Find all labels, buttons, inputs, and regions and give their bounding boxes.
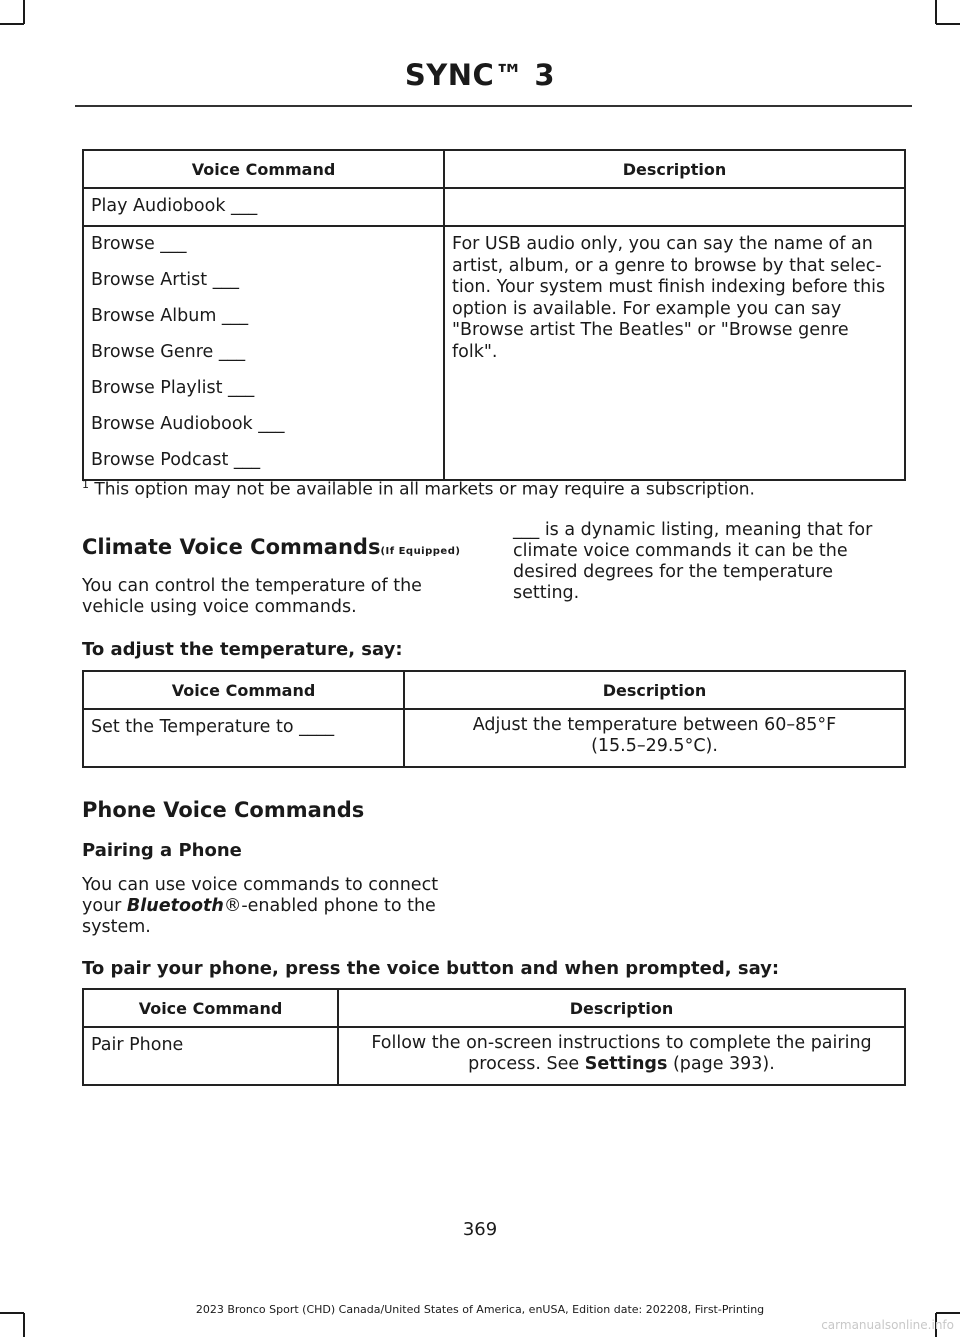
description-line: folk". bbox=[452, 341, 498, 362]
pairing-subheading: Pairing a Phone bbox=[82, 840, 242, 861]
voice-command-text: Browse ___ bbox=[91, 234, 187, 254]
voice-command-table-phone bbox=[82, 988, 906, 1086]
phone-section-heading: Phone Voice Commands bbox=[82, 798, 365, 822]
description-line: "Browse artist The Beatles" or "Browse genre bbox=[452, 320, 849, 340]
paragraph-line: climate voice commands it can be the bbox=[513, 541, 848, 561]
table-row bbox=[83, 1027, 905, 1085]
page-header-title: SYNC™ 3 bbox=[404, 58, 556, 92]
table-row bbox=[83, 226, 905, 480]
paragraph-line: desired degrees for the temperature bbox=[513, 562, 834, 582]
if-equipped-tag: (If Equipped) bbox=[380, 546, 461, 557]
voice-command-table-climate bbox=[82, 670, 906, 768]
description-line: artist, album, or a genre to browse by that selec- bbox=[452, 255, 882, 276]
column-header-voice-command: Voice Command bbox=[83, 989, 338, 1027]
description-line: Adjust the temperature between 60–85°F bbox=[472, 715, 837, 735]
paragraph-line: You can use voice commands to connect bbox=[82, 875, 439, 895]
voice-command-text: Browse Playlist ___ bbox=[91, 378, 255, 398]
crop-mark-top-right-horizontal bbox=[936, 23, 960, 25]
edition-footer: 2023 Bronco Sport (CHD) Canada/United States of America, enUSA, Edition date: 202208, First-Printing bbox=[195, 1303, 765, 1316]
footnote-mark: 1 bbox=[82, 478, 89, 491]
table-row bbox=[83, 188, 905, 226]
column-header-voice-command: Voice Command bbox=[83, 671, 404, 709]
description-cell bbox=[404, 709, 905, 767]
settings-page-link[interactable]: Settings bbox=[584, 1054, 668, 1074]
description-line bbox=[346, 1054, 897, 1075]
description-line: tion. Your system must finish indexing before this bbox=[452, 277, 886, 297]
paragraph-line: vehicle using voice commands. bbox=[82, 597, 357, 617]
description-cell bbox=[444, 188, 905, 226]
footnote bbox=[82, 478, 755, 500]
crop-mark-top-left-horizontal bbox=[0, 23, 24, 25]
column-header-description: Description bbox=[338, 989, 905, 1027]
watermark: carmanualsonline.info bbox=[821, 1318, 954, 1332]
description-line: For USB audio only, you can say the name of an bbox=[452, 234, 873, 254]
description-line: (15.5–29.5°C). bbox=[591, 736, 718, 756]
paragraph-line: ___ is a dynamic listing, meaning that for bbox=[513, 520, 873, 540]
dynamic-listing-note bbox=[513, 520, 872, 604]
text-span: ®-enabled phone to the bbox=[223, 896, 436, 916]
voice-command-text: Pair Phone bbox=[91, 1035, 184, 1055]
voice-command-text: Browse Album ___ bbox=[91, 306, 249, 326]
header-divider bbox=[75, 105, 912, 107]
voice-command-text: Set the Temperature to ____ bbox=[91, 717, 335, 737]
voice-command-text: Browse Genre ___ bbox=[91, 342, 246, 362]
paragraph-line: system. bbox=[82, 917, 151, 937]
description-line: Follow the on-screen instructions to complete the pairing bbox=[371, 1033, 872, 1053]
column-header-description: Description bbox=[404, 671, 905, 709]
temperature-instruction: To adjust the temperature, say: bbox=[82, 639, 403, 660]
climate-section-heading bbox=[82, 535, 460, 559]
bluetooth-brand-text: Bluetooth bbox=[126, 896, 224, 916]
voice-command-text: Browse Podcast ___ bbox=[91, 450, 261, 470]
description-cell bbox=[338, 1027, 905, 1085]
voice-command-text: Browse Artist ___ bbox=[91, 270, 239, 290]
voice-command-text: Browse Audiobook ___ bbox=[91, 414, 285, 434]
description-line: option is available. For example you can say bbox=[452, 298, 842, 319]
crop-mark-top-right-vertical bbox=[935, 0, 937, 24]
description-cell bbox=[444, 226, 905, 480]
table-row bbox=[83, 709, 905, 767]
crop-mark-bottom-left-vertical bbox=[23, 1313, 25, 1337]
pairing-paragraph bbox=[82, 875, 438, 938]
text-span: process. See bbox=[468, 1054, 585, 1074]
voice-command-table-media bbox=[82, 149, 906, 481]
voice-command-text: Play Audiobook ___ bbox=[91, 196, 258, 216]
crop-mark-top-left-vertical bbox=[23, 0, 25, 24]
column-header-voice-command: Voice Command bbox=[83, 150, 444, 188]
text-span: your bbox=[82, 896, 127, 916]
paragraph-line: setting. bbox=[513, 583, 580, 603]
text-span: (page 393). bbox=[667, 1054, 775, 1074]
column-header-description: Description bbox=[444, 150, 905, 188]
paragraph-line bbox=[82, 896, 438, 917]
pair-phone-instruction: To pair your phone, press the voice button and when prompted, say: bbox=[82, 958, 780, 979]
climate-intro-paragraph bbox=[82, 576, 422, 618]
footnote-text: This option may not be available in all markets or may require a subscription. bbox=[94, 479, 755, 500]
paragraph-line: You can control the temperature of the bbox=[82, 576, 422, 596]
page-number: 369 bbox=[462, 1219, 498, 1240]
climate-heading-text: Climate Voice Commands bbox=[82, 535, 381, 559]
